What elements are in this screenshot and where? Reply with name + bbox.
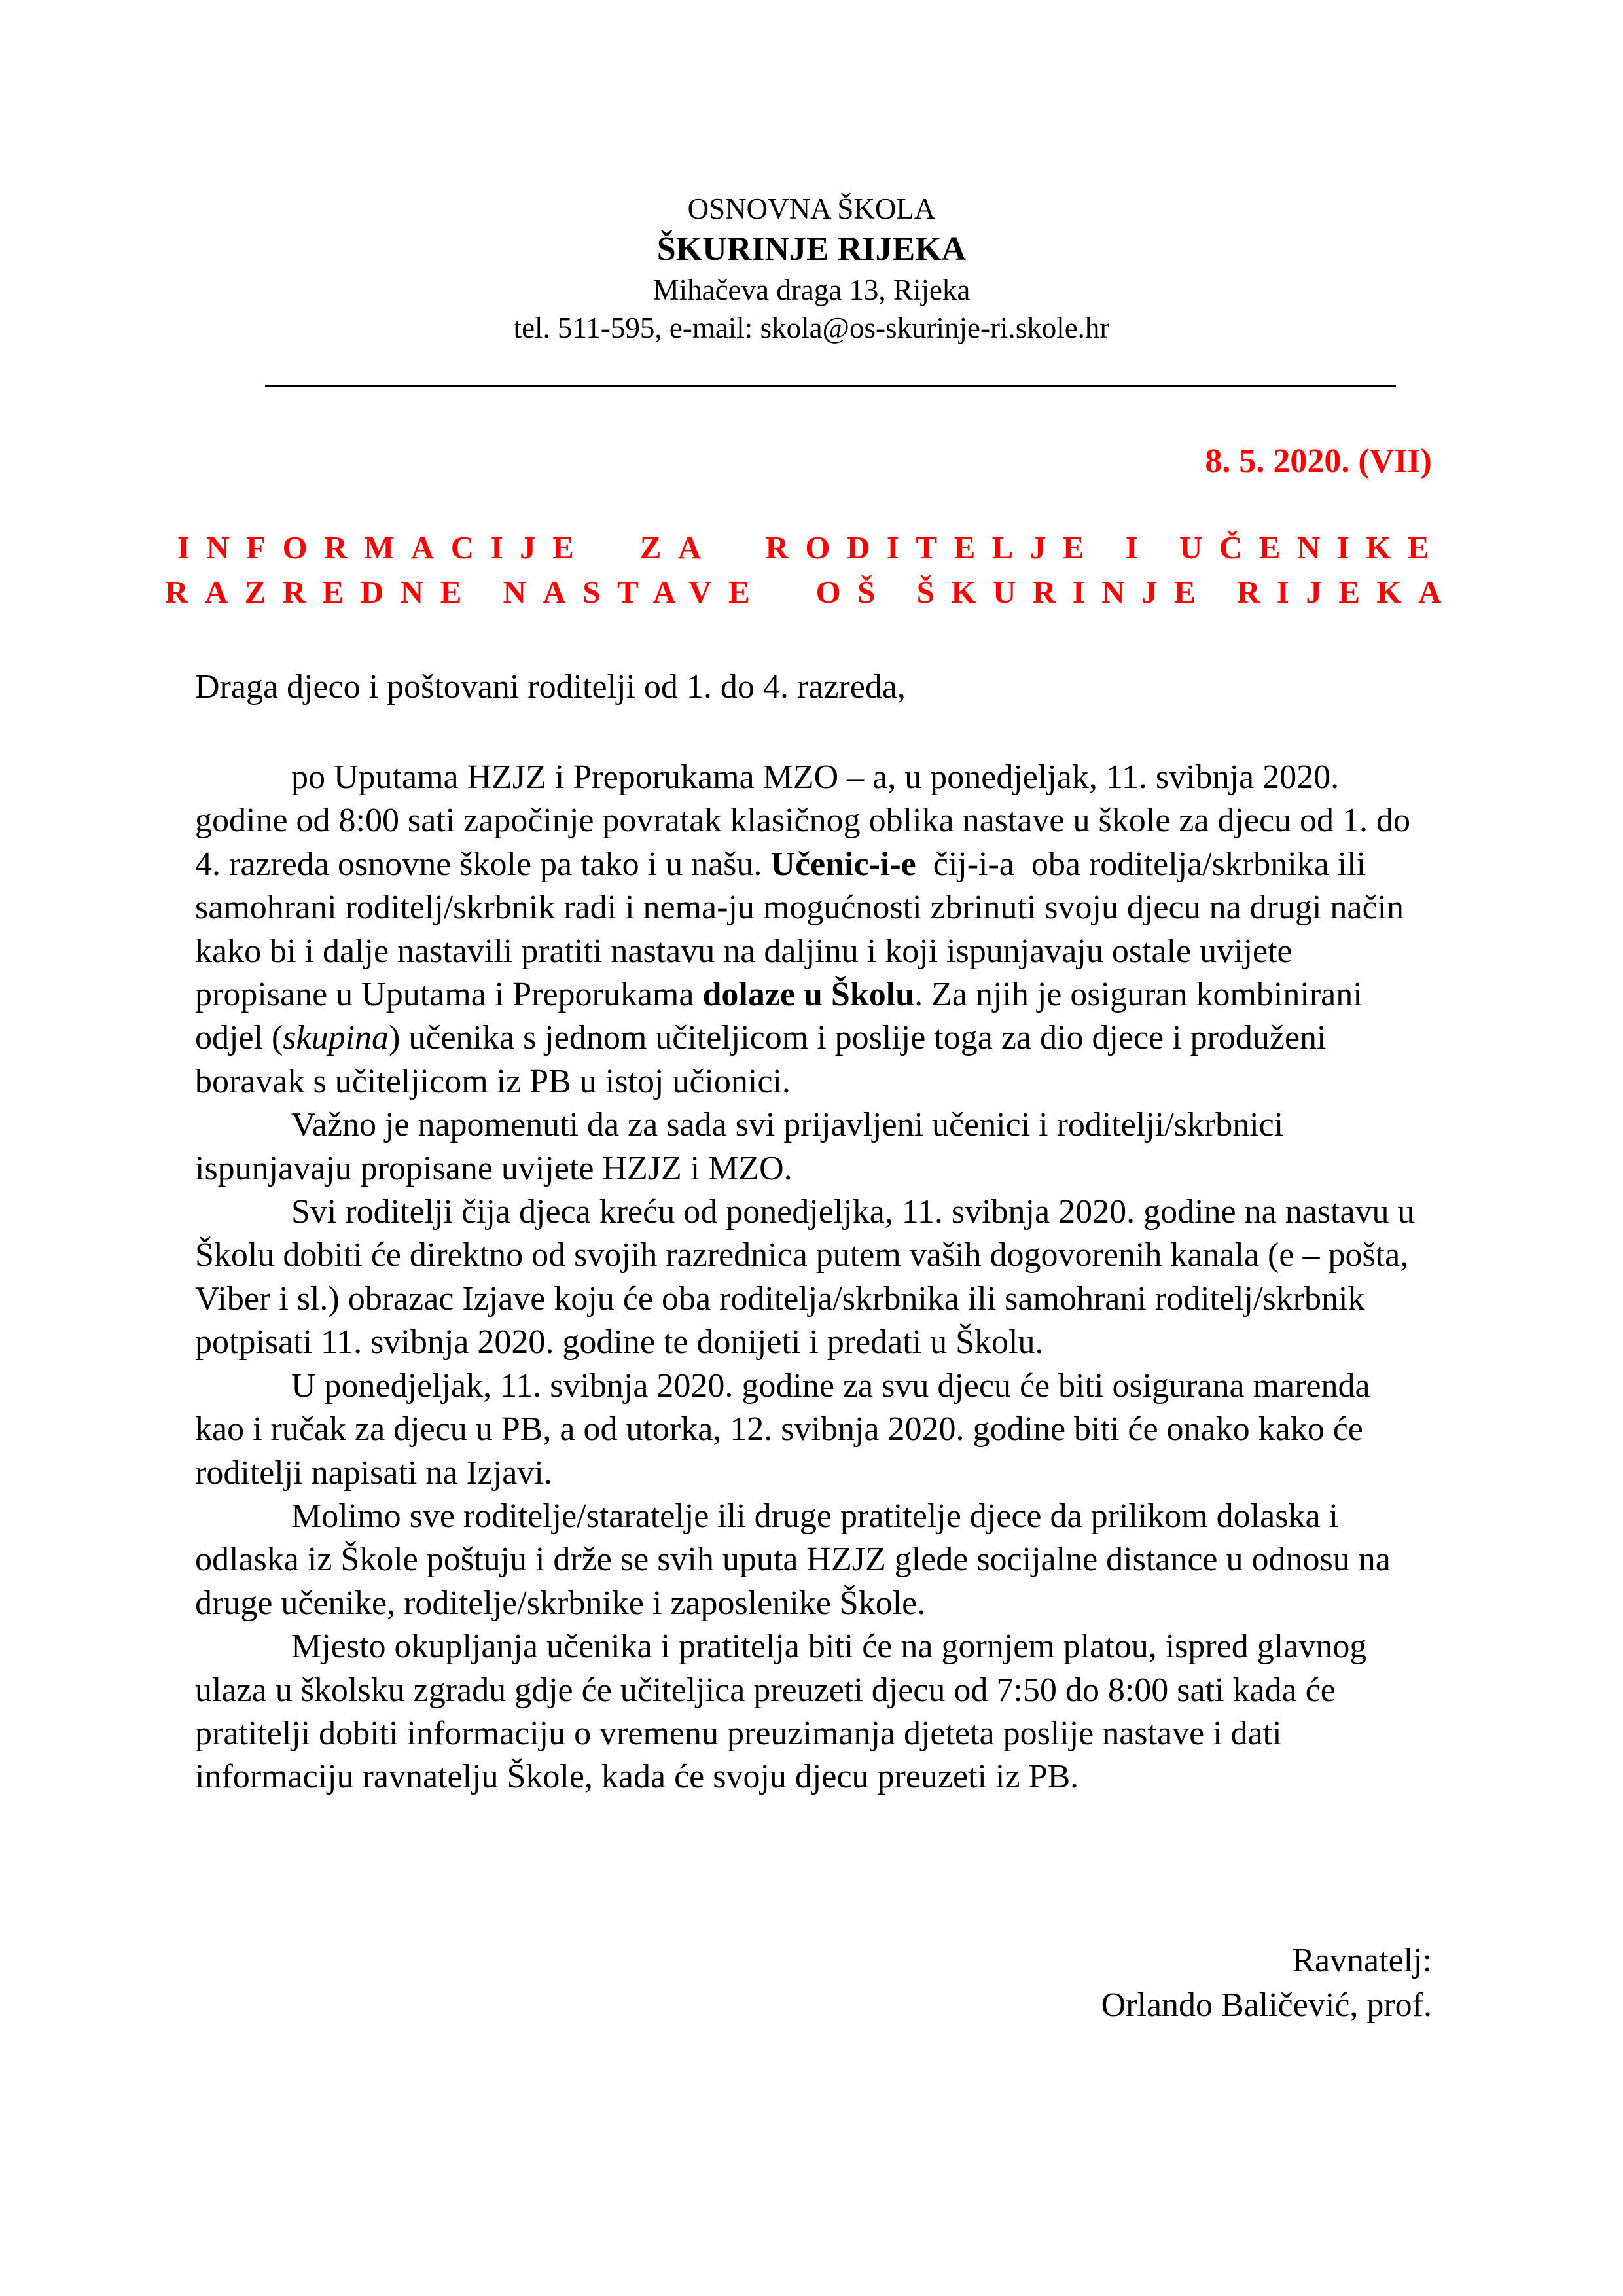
signature-block: [1101, 1939, 1432, 2028]
document-heading: [0, 526, 1623, 615]
letterhead-address: Mihačeva draga 13, Rijeka: [652, 274, 971, 306]
document-body: [195, 756, 1425, 1799]
letterhead: [0, 190, 1623, 347]
paragraph-1-italic-group: skupina: [283, 1019, 389, 1057]
paragraph-1-bold-students: Učenic-i-e: [770, 845, 916, 883]
paragraph-1-bold-come-to-school: dolaze u Školu: [702, 976, 915, 1014]
paragraph-3: Svi roditelji čija djeca kreću od ponedjeljka, 11. svibnja 2020. godine na nastavu u Školu dobiti će direktno od svojih razrednica putem vaših dogovorenih kanala (e – pošta, Viber i sl.) obrazac Izjave koju će oba roditelja/skrbnika ili samohrani roditelj/skrbnik potpisati 11. svibnja 2020. godine te donijeti i predati u Školu.: [195, 1193, 1415, 1361]
letterhead-school-name: ŠKURINJE RIJEKA: [656, 230, 967, 268]
signature-title: Ravnatelj:: [1292, 1942, 1432, 1979]
document-date: 8. 5. 2020. (VII): [1205, 442, 1432, 480]
signature-name: Orlando Baličević, prof.: [1101, 1986, 1432, 2024]
paragraph-5: Molimo sve roditelje/staratelje ili druge pratitelje djece da prilikom dolaska i odlaska iz Škole poštuju i drže se svih uputa HZJZ glede socijalne distance u odnosu na druge učenike, roditelje/skrbnike i zaposlenike Škole.: [195, 1497, 1391, 1622]
paragraph-1: [195, 756, 1425, 1103]
paragraph-1-part-a: po Uputama HZJZ i Preporukama MZO – a, u ponedjeljak, 11. svibnja 2020. godine od 8:00 sati započinje povratak klasičnog oblika nastave u škole za djecu od 1. do 4. razreda osnovne škole pa tako i u našu.: [195, 759, 1419, 883]
greeting: Draga djeco i poštovani roditelji od 1. do 4. razreda,: [195, 668, 906, 706]
paragraph-1-part-e: . Za njih je osiguran kombinirani odjel (: [195, 976, 1371, 1057]
paragraph-1-part-g: ) učenika s jednom učiteljicom i poslije toga za dio djece i produženi boravak s učiteljicom iz PB u istoj učionici.: [195, 1019, 1335, 1100]
paragraph-2: Važno je napomenuti da za sada svi prijavljeni učenici i roditelji/skrbnici ispunjavaju propisane uvijete HZJZ i MZO.: [195, 1106, 1284, 1187]
paragraph-4: U ponedjeljak, 11. svibnja 2020. godine za svu djecu će biti osigurana marenda kao i ručak za djecu u PB, a od utorka, 12. svibnja 2020. godine biti će onako kako će roditelji napisati na Izjavi.: [195, 1367, 1370, 1492]
letterhead-contact: tel. 511-595, e-mail: skola@os-skurinje-ri.skole.hr: [513, 312, 1110, 344]
paragraph-6: Mjesto okupljanja učenika i pratitelja biti će na gornjem platou, ispred glavnog ulaza u školsku zgradu gdje će učiteljica preuzeti djecu od 7:50 do 8:00 sati kada će pratitelji dobiti informaciju o vremenu preuzimanja djeteta poslije nastave i dati informaciju ravnatelju Škole, kada će svoju djecu preuzeti iz PB.: [195, 1628, 1367, 1796]
paragraph-1-part-c: čij-i-a oba roditelja/skrbnika ili samohrani roditelj/skrbnik radi i nema-ju mogućnosti zbrinuti svoju djecu na drugi način kako bi i dalje nastavili pratiti nastavu na daljinu i koji ispunjavaju ostale uvijete propisane u Uputama i Preporukama: [195, 845, 1413, 1014]
heading-line-1: INFORMACIJE ZA RODITELJE I UČENIKE: [177, 529, 1446, 565]
letterhead-divider: [265, 385, 1396, 387]
letterhead-school-type: OSNOVNA ŠKOLA: [687, 192, 936, 225]
heading-line-2: RAZREDNE NASTAVE OŠ ŠKURINJE RIJEKA: [165, 574, 1458, 610]
